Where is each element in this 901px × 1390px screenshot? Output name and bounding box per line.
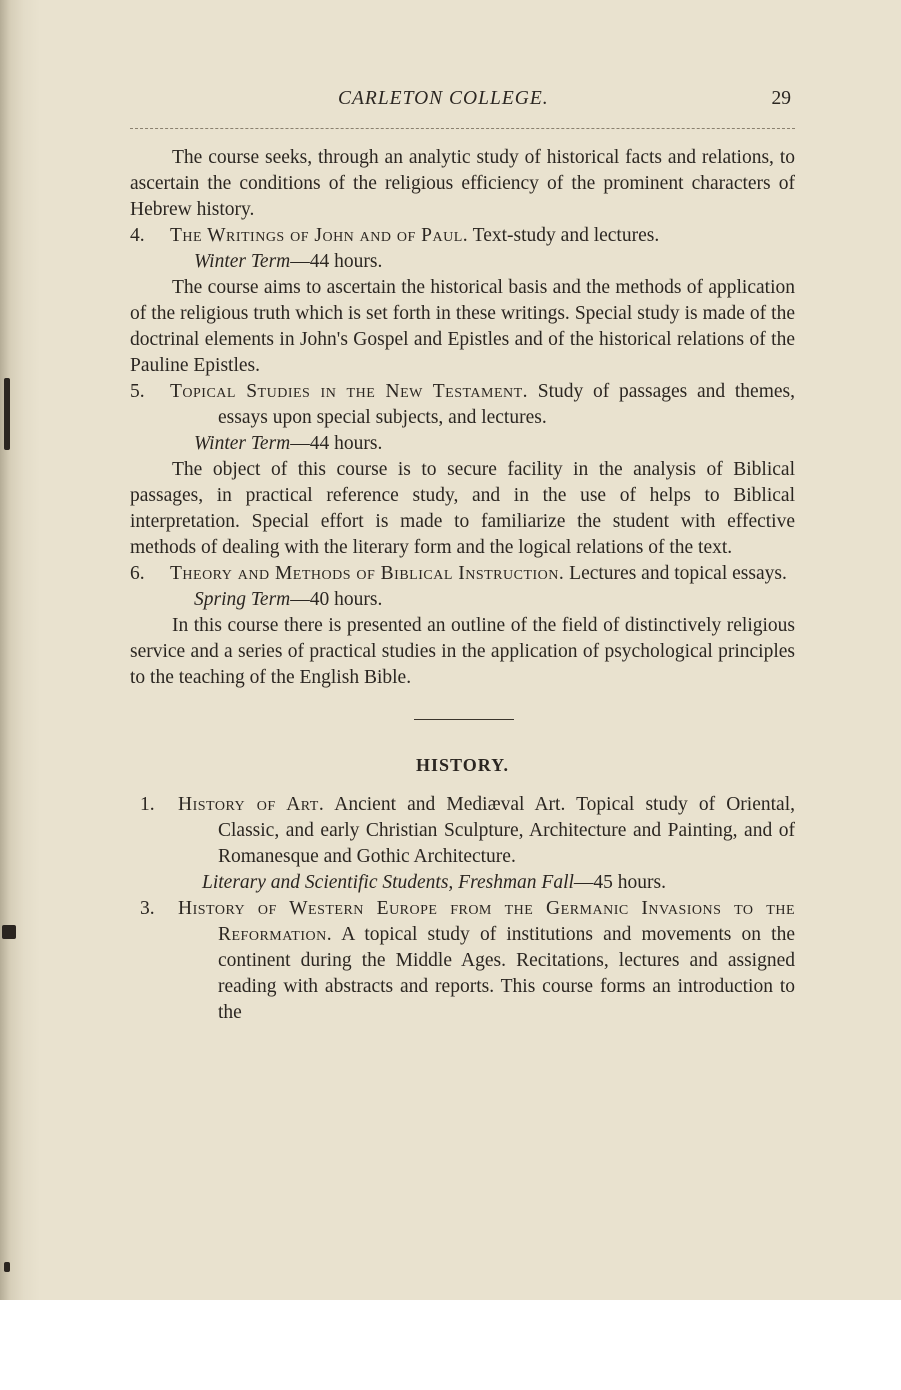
page-binding-edge bbox=[0, 0, 40, 1300]
term-hours: —44 hours. bbox=[290, 251, 383, 272]
header-rule bbox=[130, 128, 795, 129]
course-description: Text-study and lectures. bbox=[472, 225, 660, 246]
course-title: The Writings of John and of Paul. bbox=[170, 225, 469, 246]
course-description: Study of passages and themes, essays upon special subjects, and lectures. bbox=[218, 381, 795, 428]
course-term bbox=[130, 870, 795, 896]
course-term bbox=[130, 587, 795, 613]
term-name: Winter Term bbox=[194, 433, 291, 454]
history-course-item bbox=[130, 896, 795, 1026]
course-paragraph: In this course there is presented an outline of the field of distinctively religious service and a series of practical studies in the application of psychological principles to the teaching of the English Bible. bbox=[130, 615, 795, 688]
course-number: 3. bbox=[140, 898, 155, 919]
binding-mark bbox=[2, 925, 16, 939]
course-title: Topical Studies in the New Testament. bbox=[170, 381, 529, 402]
course-title: Theory and Methods of Biblical Instruction. bbox=[170, 563, 565, 584]
header-title: CARLETON COLLEGE. bbox=[338, 88, 549, 109]
course-description: Lectures and topical essays. bbox=[569, 563, 787, 584]
binding-mark bbox=[4, 1262, 10, 1272]
course-title: History of Western Europe from the Germanic Invasions to the Reformation. bbox=[178, 898, 795, 945]
intro-paragraph: The course seeks, through an analytic study of historical facts and relations, to ascertain the conditions of the religious efficiency of the prominent characters of Hebrew history. bbox=[130, 147, 795, 220]
page-body bbox=[130, 145, 795, 1026]
term-hours: —40 hours. bbox=[290, 589, 383, 610]
course-number: 6. bbox=[130, 563, 145, 584]
course-term bbox=[130, 431, 795, 457]
course-title: History of Art. bbox=[178, 794, 325, 815]
section-divider bbox=[414, 719, 514, 720]
term-name: Literary and Scientific Students, Freshman Fall bbox=[202, 872, 574, 893]
term-hours: —45 hours. bbox=[573, 872, 666, 893]
section-heading: HISTORY. bbox=[416, 755, 509, 775]
course-number: 4. bbox=[130, 225, 145, 246]
course-paragraph: The object of this course is to secure facility in the analysis of Biblical passages, in practical reference study, and in the use of helps to Biblical interpretation. Special effort is made to familiarize the student with effective methods of dealing with the literary form and the logical relations of the text. bbox=[130, 459, 795, 558]
course-item bbox=[130, 561, 795, 587]
course-number: 5. bbox=[130, 381, 145, 402]
term-name: Spring Term bbox=[194, 589, 291, 610]
course-term bbox=[130, 249, 795, 275]
course-paragraph: The course aims to ascertain the historical basis and the methods of application of the religious truth which is set forth in these writings. Special study is made of the doctrinal elements in John's Gospel and Epistles and of the historical relations of the Pauline Epistles. bbox=[130, 277, 795, 376]
course-item bbox=[130, 223, 795, 249]
binding-mark bbox=[4, 378, 10, 450]
course-description: A topical study of institutions and movements on the continent during the Middle Ages. Recitations, lectures and assigned reading with abstracts and reports. This course forms an introduction to the bbox=[218, 924, 795, 1023]
history-course-item bbox=[130, 792, 795, 870]
page-number: 29 bbox=[771, 88, 791, 109]
course-item bbox=[130, 379, 795, 431]
term-hours: —44 hours. bbox=[290, 433, 383, 454]
course-number: 1. bbox=[140, 794, 155, 815]
term-name: Winter Term bbox=[194, 251, 291, 272]
course-description: Ancient and Mediæval Art. Topical study of Oriental, Classic, and early Christian Sculpture, Architecture and Painting, and of Romanesque and Gothic Architecture. bbox=[218, 794, 795, 867]
